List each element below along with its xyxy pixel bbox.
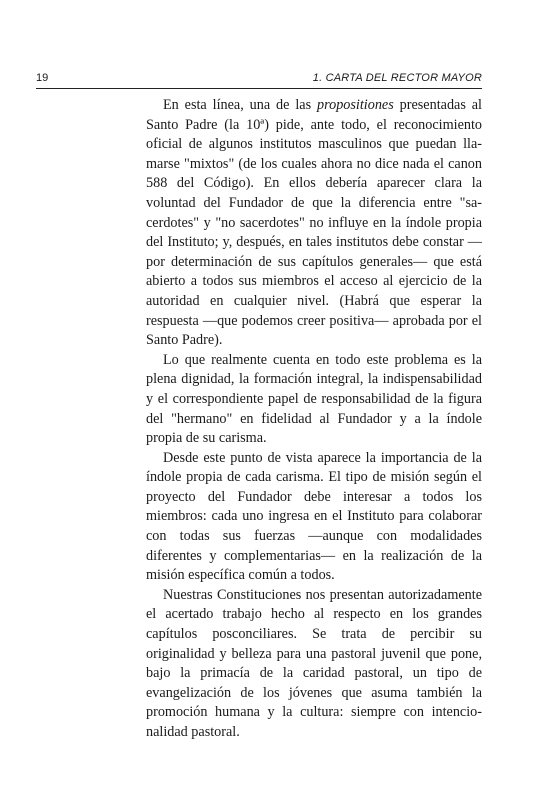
italic-term: propositiones bbox=[317, 97, 394, 113]
paragraph-text: En esta línea, una de las bbox=[163, 97, 318, 113]
running-header bbox=[36, 68, 482, 89]
paragraph: Desde este punto de vista aparece la importancia de la índole propia de cada carisma. El tipo de misión según el proyecto del Fundador debe interesar a todos los miembros: cada uno ingresa en el Instituto para colaborar con todas sus fuerzas —aunque con modalidades diferentes y complementarias— en la realización de la misión específica común a todos. bbox=[146, 449, 482, 584]
paragraph: Lo que realmente cuenta en todo este problema es la plena dignidad, la formación integral, la indispensabilidad y el correspondiente papel de responsabilidad de la figura del "hermano" en fidelidad al Fundador y a la índole propia de su carisma. bbox=[146, 351, 482, 447]
paragraph-text: presentadas al Santo Padre (la 10ª) pide, ante todo, el reconocimiento oficial de algunos institutos masculinos que puedan llamarse "mixtos" (de los cuales ahora no dice nada el canon 588 del Código). En ellos debería aparecer clara la voluntad del Fundador de que la diferencia entre "sacerdotes" y "no sacerdotes" no influye en la índole propia del Instituto; y, después, en tales institutos debe constar —por determinación de sus capítulos generales— que está abierto a todos sus miembros el acceso al ejercicio de la autoridad en cualquier nivel. (Habrá que esperar la respuesta —que podemos creer positiva— aprobada por el Santo Padre). bbox=[146, 97, 482, 349]
chapter-title: 1. CARTA DEL RECTOR MAYOR bbox=[312, 72, 482, 84]
page-number: 19 bbox=[36, 72, 49, 84]
body-text bbox=[146, 96, 482, 743]
paragraph: Nuestras Constituciones nos presentan autorizadamente el acertado trabajo hecho al respecto en los grandes capítulos posconciliares. Se trata de percibir su originalidad y belleza para una pastoral juvenil que pone, bajo la primacía de la caridad pastoral, un tipo de evangelización de los jóvenes que asuma también la promoción humana y la cultura: siempre con intencionalidad pastoral. bbox=[146, 586, 482, 740]
paragraph bbox=[146, 96, 482, 351]
